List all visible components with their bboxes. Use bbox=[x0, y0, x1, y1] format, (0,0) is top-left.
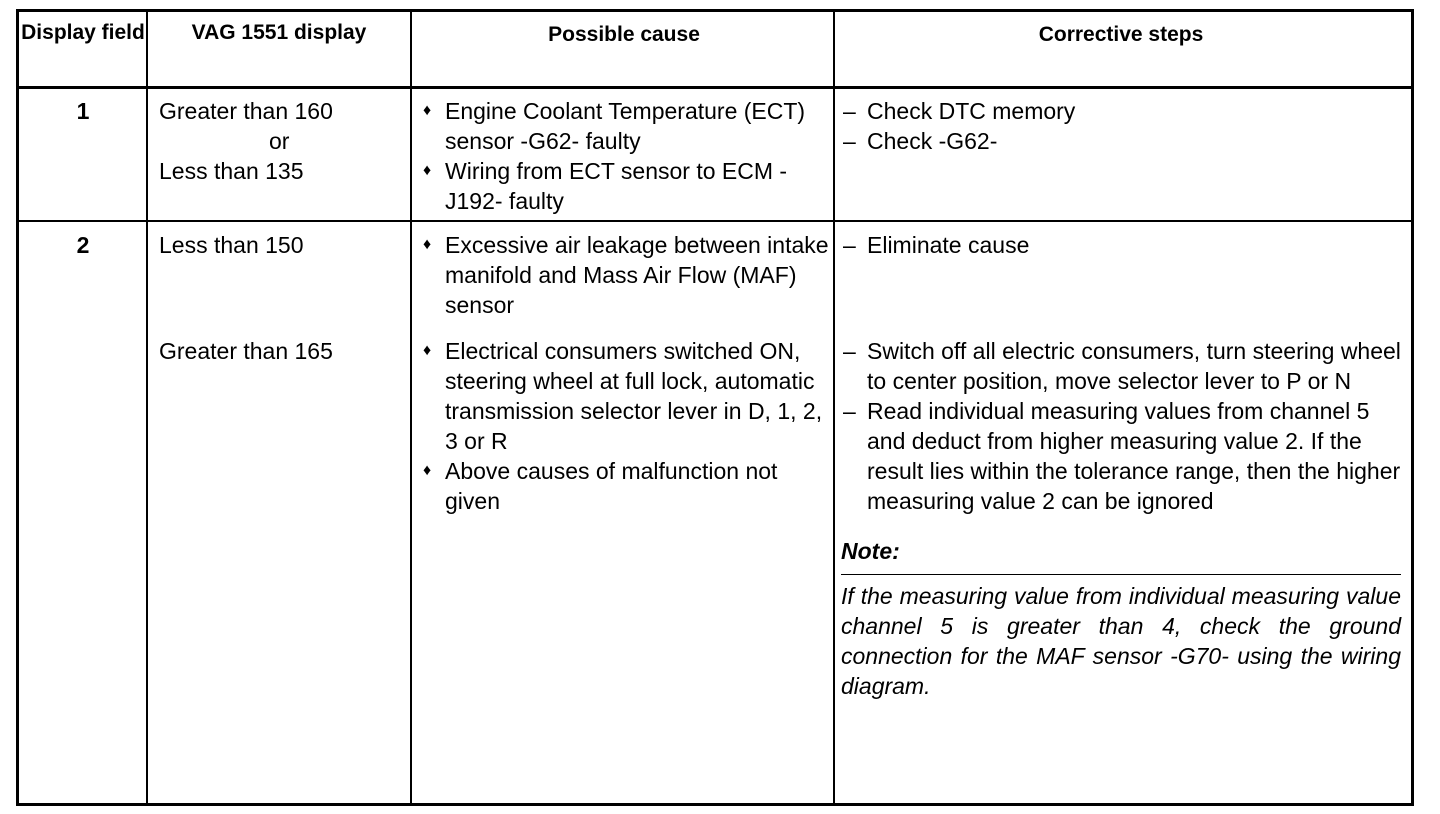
row1-display-line: Greater than 160 bbox=[159, 98, 333, 124]
header-divider bbox=[19, 86, 1411, 89]
cause-item: ♦ Above causes of malfunction not given bbox=[423, 458, 778, 514]
cause-item: ♦ Electrical consumers switched ON, steering wheel at full lock, automatic transmission selector lever in D, 1, 2, 3 or R bbox=[423, 338, 823, 454]
column-divider bbox=[146, 12, 148, 803]
row2-display-b: Greater than 165 bbox=[159, 338, 333, 364]
row2-cause-a bbox=[419, 230, 831, 320]
dash-icon: – bbox=[843, 98, 856, 124]
bullet-icon: ♦ bbox=[423, 236, 432, 253]
row2-field: 2 bbox=[76, 232, 90, 258]
row2-step-a bbox=[841, 230, 1401, 260]
header-display-field: Display field bbox=[21, 21, 145, 44]
step-item: – Check -G62- bbox=[843, 128, 998, 154]
row2-display-a: Less than 150 bbox=[159, 232, 304, 258]
bullet-icon: ♦ bbox=[423, 342, 432, 359]
header-vag-display: VAG 1551 display bbox=[191, 21, 367, 44]
dash-icon: – bbox=[843, 338, 856, 364]
bullet-icon: ♦ bbox=[423, 162, 432, 179]
note-divider bbox=[841, 574, 1401, 575]
row2-steps-b bbox=[841, 336, 1401, 701]
note-title: Note: bbox=[841, 538, 900, 564]
diagnostic-table bbox=[16, 9, 1414, 806]
column-divider bbox=[833, 12, 835, 803]
row1-field: 1 bbox=[76, 98, 90, 124]
dash-icon: – bbox=[843, 128, 856, 154]
row-divider bbox=[19, 220, 1411, 222]
row1-steps bbox=[841, 96, 1401, 156]
row1-display-line: or bbox=[269, 128, 290, 154]
dash-icon: – bbox=[843, 232, 856, 258]
step-item: – Eliminate cause bbox=[843, 232, 1030, 258]
column-divider bbox=[410, 12, 412, 803]
note-text: If the measuring value from individual measuring value channel 5 is greater than 4, check the ground connection for the MAF sensor -G70- using the wiring diagram. bbox=[841, 583, 1401, 699]
cause-item: ♦ Engine Coolant Temperature (ECT) sensor -G62- faulty bbox=[423, 98, 806, 154]
row1-causes bbox=[419, 96, 831, 216]
dash-icon: – bbox=[843, 398, 856, 424]
row1-display-line: Less than 135 bbox=[159, 158, 304, 184]
cause-item: ♦ Excessive air leakage between intake manifold and Mass Air Flow (MAF) sensor bbox=[423, 232, 829, 318]
step-item: – Switch off all electric consumers, turn steering wheel to center position, move selector lever to P or N bbox=[843, 338, 1401, 394]
header-corrective-steps: Corrective steps bbox=[1038, 23, 1204, 46]
header-possible-cause: Possible cause bbox=[548, 23, 700, 46]
row1-display bbox=[159, 96, 399, 186]
cause-item: ♦ Wiring from ECT sensor to ECM -J192- faulty bbox=[423, 158, 788, 214]
step-item: – Check DTC memory bbox=[843, 98, 1076, 124]
bullet-icon: ♦ bbox=[423, 462, 432, 479]
step-item: – Read individual measuring values from channel 5 and deduct from higher measuring value 2. If the result lies within the tolerance range, then the higher measuring value 2 can be ignored bbox=[843, 398, 1401, 514]
row2-causes-b bbox=[419, 336, 831, 516]
bullet-icon: ♦ bbox=[423, 102, 432, 119]
